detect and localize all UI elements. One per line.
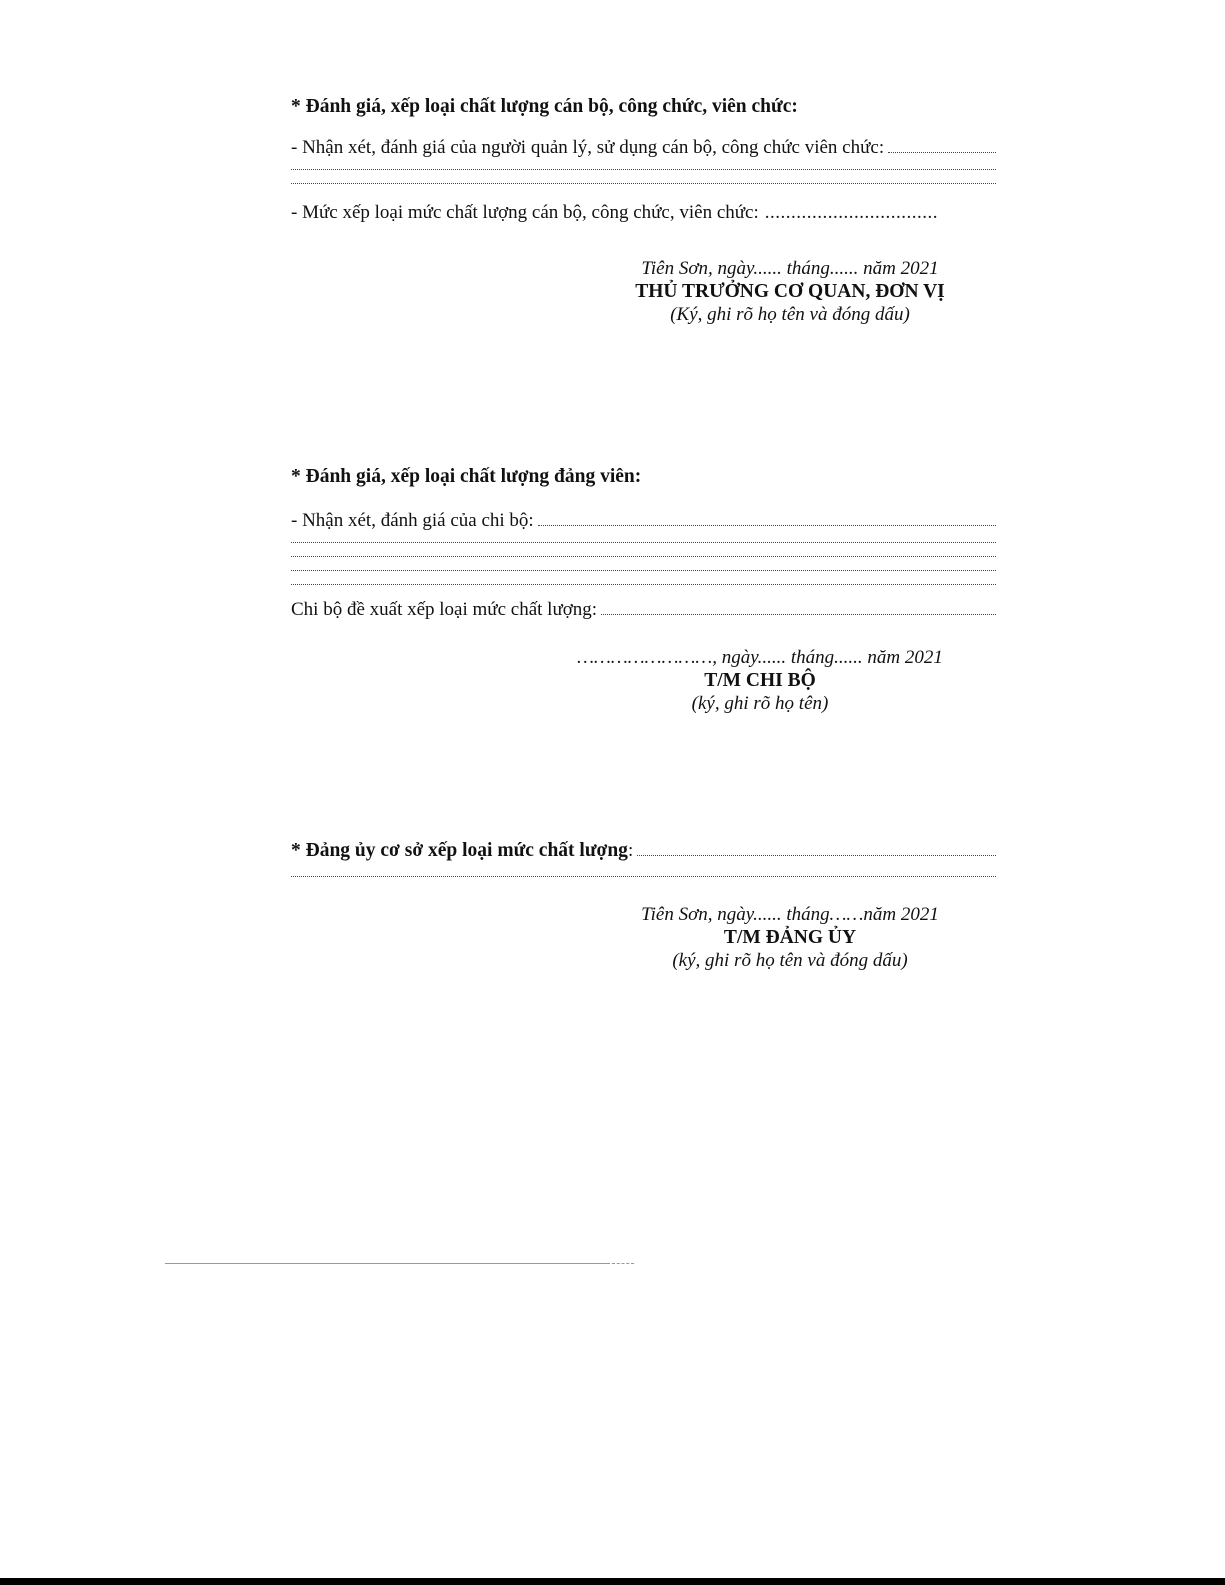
section1-comment-rule-2[interactable] (291, 183, 996, 184)
section1-signature-note: (Ký, ghi rõ họ tên và đóng dấu) (670, 304, 910, 325)
section3-heading: * Đảng ủy cơ sở xếp loại mức chất lượng (291, 840, 628, 861)
section2-signature-block (555, 647, 965, 715)
section1-rating-label: - Mức xếp loại mức chất lượng cán bộ, công chức, viên chức: (291, 202, 759, 223)
section2-proposal-label: Chi bộ đề xuất xếp loại mức chất lượng: (291, 599, 598, 620)
page-bottom-edge (0, 1578, 1225, 1585)
section1-date-line: Tiên Sơn, ngày...... tháng...... năm 2021 (641, 258, 939, 279)
section1-signature-block (600, 258, 980, 326)
section2-comment-label: - Nhận xét, đánh giá của chi bộ: (291, 510, 534, 531)
section2-date-line: ……………………, ngày...... tháng...... năm 2021 (577, 647, 943, 668)
section2-comment-rule-3[interactable] (291, 570, 996, 571)
section2-comment-line (291, 510, 996, 532)
section1-heading: * Đánh giá, xếp loại chất lượng cán bộ, công chức, viên chức: (291, 96, 798, 117)
section3-rating-rule[interactable] (291, 876, 996, 877)
footnote-separator (165, 1263, 610, 1264)
section2-signature-title: T/M CHI BỘ (704, 670, 816, 691)
section1-comment-label: - Nhận xét, đánh giá của người quản lý, sử dụng cán bộ, công chức viên chức: (291, 137, 885, 158)
section3-date-line: Tiên Sơn, ngày...... tháng……năm 2021 (641, 904, 939, 925)
section3-heading-suffix: : (627, 840, 634, 861)
section2-comment-rule-4[interactable] (291, 584, 996, 585)
footnote-separator-tail (612, 1263, 634, 1264)
section1-rating-line (291, 202, 996, 224)
section3-signature-block (600, 904, 980, 972)
section1-comment-line (291, 137, 996, 159)
section2-comment-fill[interactable] (538, 524, 996, 526)
section1-comment-rule-1[interactable] (291, 169, 996, 170)
section3-rating-fill[interactable] (637, 854, 996, 856)
section3-signature-note: (ký, ghi rõ họ tên và đóng dấu) (672, 950, 908, 971)
section2-proposal-line (291, 599, 996, 621)
section3-heading-line (291, 840, 996, 862)
section2-signature-note: (ký, ghi rõ họ tên) (691, 693, 829, 714)
section2-proposal-fill[interactable] (601, 613, 996, 615)
section3-signature-title: T/M ĐẢNG ỦY (723, 927, 857, 948)
section2-comment-rule-2[interactable] (291, 556, 996, 557)
section1-rating-dots[interactable]: ................................. (764, 202, 939, 223)
section1-comment-fill[interactable] (888, 151, 996, 153)
section2-comment-rule-1[interactable] (291, 542, 996, 543)
section1-signature-title: THỦ TRƯỞNG CƠ QUAN, ĐƠN VỊ (635, 281, 945, 302)
section2-heading: * Đánh giá, xếp loại chất lượng đảng viên: (291, 466, 642, 487)
